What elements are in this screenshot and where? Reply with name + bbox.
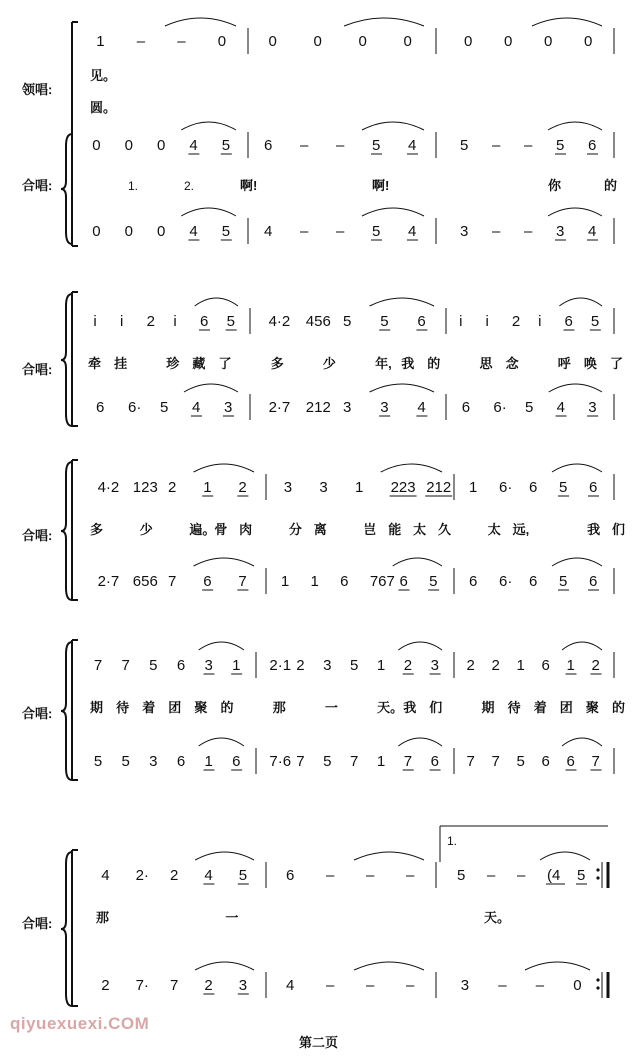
jianpu-note: 4 bbox=[204, 867, 213, 884]
jianpu-note: 4 bbox=[192, 399, 201, 416]
jianpu-note: 1 bbox=[376, 753, 386, 770]
jianpu-note: 3 bbox=[460, 223, 469, 240]
choir-brace bbox=[61, 642, 72, 780]
jianpu-note: – bbox=[136, 33, 146, 50]
jianpu-note: i bbox=[485, 313, 489, 330]
jianpu-note: 2·7 bbox=[268, 399, 291, 416]
jianpu-note: 5 bbox=[238, 867, 248, 884]
jianpu-note: 0 bbox=[217, 33, 227, 50]
lyric-char: 思 bbox=[479, 356, 493, 371]
jianpu-note: 6 bbox=[469, 573, 478, 590]
jianpu-note: 1 bbox=[203, 479, 212, 496]
lyric-char: 你 bbox=[548, 178, 562, 193]
jianpu-note: 5 bbox=[525, 399, 534, 416]
jianpu-note: 6 bbox=[588, 137, 597, 154]
jianpu-note: 7 bbox=[296, 753, 305, 770]
jianpu-note: 5 bbox=[556, 137, 565, 154]
jianpu-note: 5 bbox=[121, 753, 130, 770]
slur bbox=[549, 384, 602, 392]
lyric-char: 期 bbox=[481, 700, 495, 715]
lyric-char: 聚 bbox=[194, 700, 208, 715]
jianpu-note: 4 bbox=[189, 137, 198, 154]
lyric-char: 骨 bbox=[214, 522, 228, 537]
jianpu-note: 0 bbox=[92, 137, 101, 154]
lyric-char: 啊! bbox=[240, 178, 258, 193]
jianpu-note: 4·2 bbox=[97, 479, 120, 496]
slur bbox=[393, 558, 442, 566]
jianpu-note: 4 bbox=[556, 399, 565, 416]
jianpu-note: – bbox=[300, 137, 309, 154]
jianpu-note: 5 bbox=[460, 137, 469, 154]
jianpu-note: 0 bbox=[124, 137, 133, 154]
slur bbox=[199, 738, 244, 746]
jianpu-note: i bbox=[120, 313, 124, 330]
jianpu-note: 767 bbox=[369, 573, 395, 590]
slur bbox=[165, 18, 236, 26]
lyric-char: 久 bbox=[438, 522, 452, 537]
lyric-char: 团 bbox=[559, 700, 573, 715]
lyric-char: 我 bbox=[403, 700, 417, 715]
jianpu-note: 6· bbox=[493, 399, 507, 416]
jianpu-note: 5 bbox=[343, 313, 352, 330]
jianpu-note: 5 bbox=[323, 753, 332, 770]
lyric-char: 期 bbox=[90, 700, 104, 715]
jianpu-note: 1 bbox=[469, 479, 478, 496]
lyric-char: 的 bbox=[220, 700, 234, 715]
choir-brace bbox=[61, 462, 72, 600]
slur bbox=[344, 18, 424, 26]
slur bbox=[362, 208, 424, 216]
jianpu-note: 1 bbox=[280, 573, 290, 590]
choir-brace bbox=[61, 294, 72, 426]
lyric-char: 啊! bbox=[372, 178, 390, 193]
jianpu-note: 0 bbox=[544, 33, 553, 50]
jianpu-note: 5 bbox=[516, 753, 525, 770]
jianpu-note: 6 bbox=[286, 867, 295, 884]
lyric-layer bbox=[88, 68, 625, 925]
choir-brace bbox=[61, 852, 72, 1006]
slur bbox=[354, 962, 424, 970]
jianpu-note: 7 bbox=[121, 657, 130, 674]
jianpu-note: 6· bbox=[499, 479, 513, 496]
jianpu-note: 6 bbox=[232, 753, 241, 770]
slur bbox=[562, 642, 602, 650]
jianpu-note: 0 bbox=[157, 223, 166, 240]
jianpu-note: – bbox=[517, 867, 526, 884]
jianpu-note: 2 bbox=[491, 657, 500, 674]
jianpu-note: 1 bbox=[310, 573, 319, 590]
choir-brace bbox=[61, 134, 72, 244]
jianpu-note: – bbox=[487, 867, 496, 884]
jianpu-note: 5 bbox=[559, 479, 568, 496]
repeat-dot bbox=[596, 876, 599, 879]
jianpu-note: 1 bbox=[204, 753, 213, 770]
volta-number: 1. bbox=[447, 834, 458, 848]
jianpu-note: – bbox=[300, 223, 309, 240]
jianpu-note: 6· bbox=[499, 573, 513, 590]
part-label-layer bbox=[21, 82, 52, 931]
jianpu-note: 5 bbox=[160, 399, 169, 416]
jianpu-note: 0 bbox=[313, 33, 322, 50]
jianpu-note: i bbox=[93, 313, 97, 330]
jianpu-note: 2·1 bbox=[269, 657, 292, 674]
slur bbox=[194, 558, 254, 566]
jianpu-note: 2 bbox=[170, 867, 179, 884]
jianpu-note: 6 bbox=[417, 313, 426, 330]
jianpu-note: 2·7 bbox=[97, 573, 120, 590]
lyric-char: 一 bbox=[324, 700, 338, 715]
slur bbox=[562, 738, 602, 746]
jianpu-note: 7 bbox=[403, 753, 413, 770]
lyric-char: 着 bbox=[533, 700, 547, 715]
jianpu-note: 5 bbox=[380, 313, 389, 330]
jianpu-note: 4 bbox=[286, 977, 295, 994]
jianpu-note: 3 bbox=[556, 223, 565, 240]
lyric-char: 天。 bbox=[484, 910, 511, 925]
jianpu-note: 456 bbox=[305, 313, 331, 330]
jianpu-note: – bbox=[406, 977, 415, 994]
lyric-char: 牵 bbox=[88, 356, 102, 371]
jianpu-note: 4 bbox=[189, 223, 198, 240]
lyric-char: 珍 bbox=[166, 356, 180, 371]
jianpu-note: 7 bbox=[591, 753, 600, 770]
jianpu-note: – bbox=[406, 867, 415, 884]
jianpu-note: 0 bbox=[358, 33, 367, 50]
lyric-char: 分 bbox=[288, 522, 302, 537]
repeat-dot bbox=[596, 868, 599, 871]
jianpu-note: 6 bbox=[340, 573, 349, 590]
lyric-char: 团 bbox=[168, 700, 182, 715]
jianpu-note: 0 bbox=[573, 977, 582, 994]
lyric-char: 太 bbox=[413, 522, 427, 537]
lyric-char: 肉 bbox=[239, 522, 253, 537]
lyric-char: 的 bbox=[427, 356, 441, 371]
repeat-dot bbox=[596, 978, 599, 981]
lyric-char: 念 bbox=[505, 356, 519, 371]
jianpu-note: 3 bbox=[460, 977, 470, 994]
slur bbox=[559, 298, 602, 306]
jianpu-note: 4 bbox=[264, 223, 273, 240]
lyric-char: 了 bbox=[218, 356, 232, 371]
lyric-char: 离 bbox=[313, 522, 327, 537]
jianpu-note: 5 bbox=[577, 867, 586, 884]
slur bbox=[532, 18, 602, 26]
slur bbox=[194, 464, 254, 472]
lyric-char: 年, bbox=[375, 356, 392, 371]
jianpu-note: 4 bbox=[408, 223, 417, 240]
lyric-char: 少 bbox=[322, 356, 336, 371]
jianpu-note: 212 bbox=[305, 399, 331, 416]
slur bbox=[362, 122, 424, 130]
jianpu-note: 5 bbox=[226, 313, 236, 330]
jianpu-note: 0 bbox=[92, 223, 101, 240]
jianpu-note: 6 bbox=[96, 399, 105, 416]
lyric-char: 们 bbox=[429, 700, 443, 715]
staff-lines bbox=[61, 22, 614, 1006]
jianpu-note: 7·6 bbox=[269, 753, 292, 770]
jianpu-note: 6 bbox=[541, 657, 550, 674]
lyric-char: 挂 bbox=[114, 356, 128, 371]
jianpu-note: 1 bbox=[566, 657, 575, 674]
jianpu-note: – bbox=[498, 977, 507, 994]
jianpu-note: 5 bbox=[559, 573, 568, 590]
lyric-char: 少 bbox=[139, 522, 153, 537]
jianpu-note: 0 bbox=[268, 33, 277, 50]
lyric-char: 那 bbox=[96, 910, 110, 925]
repeat-dot bbox=[596, 986, 599, 989]
lyric-char: 们 bbox=[612, 522, 626, 537]
jianpu-note: – bbox=[326, 867, 335, 884]
jianpu-note: 3 bbox=[323, 657, 332, 674]
jianpu-note: 1 bbox=[355, 479, 364, 496]
lyric-char: 的 bbox=[604, 178, 618, 193]
jianpu-note: 7 bbox=[350, 753, 359, 770]
jianpu-note: 5 bbox=[429, 573, 438, 590]
page-number: 第二页 bbox=[298, 1035, 338, 1050]
lyric-char: 远, bbox=[512, 522, 530, 537]
jianpu-note: 3 bbox=[380, 399, 389, 416]
jianpu-note: 2 bbox=[403, 657, 413, 674]
jianpu-note: 6 bbox=[564, 313, 573, 330]
slur bbox=[398, 738, 442, 746]
lyric-char: 了 bbox=[610, 356, 624, 371]
lyric-char: 能 bbox=[388, 522, 402, 537]
slur bbox=[552, 464, 602, 472]
jianpu-note: 2 bbox=[146, 313, 156, 330]
jianpu-note: 6 bbox=[566, 753, 575, 770]
slur bbox=[398, 642, 442, 650]
jianpu-note: 5 bbox=[221, 223, 231, 240]
lyric-char: 见。 bbox=[90, 68, 117, 83]
jianpu-note: 5 bbox=[350, 657, 359, 674]
jianpu-note: – bbox=[366, 867, 375, 884]
lyric-char: 待 bbox=[507, 700, 521, 715]
jianpu-note: 2 bbox=[101, 977, 110, 994]
jianpu-note: 2 bbox=[204, 977, 213, 994]
jianpu-note: 5 bbox=[372, 137, 381, 154]
lyric-char: 藏 bbox=[192, 356, 206, 371]
jianpu-note: 6 bbox=[430, 753, 439, 770]
jianpu-note: 3 bbox=[588, 399, 597, 416]
jianpu-note: 3 bbox=[283, 479, 293, 496]
jianpu-note: 6 bbox=[200, 313, 209, 330]
jianpu-note: 212 bbox=[426, 479, 452, 496]
jianpu-note: 6 bbox=[264, 137, 273, 154]
jianpu-note: 6 bbox=[529, 573, 538, 590]
jianpu-note: 7 bbox=[93, 657, 103, 674]
jianpu-note: 3 bbox=[343, 399, 352, 416]
jianpu-note: 4 bbox=[417, 399, 426, 416]
jianpu-note: 3 bbox=[204, 657, 213, 674]
lyric-char: 我 bbox=[401, 356, 415, 371]
jianpu-note: 6 bbox=[176, 753, 186, 770]
jianpu-note: – bbox=[524, 223, 533, 240]
jianpu-note: 5 bbox=[372, 223, 381, 240]
jianpu-note: 7 bbox=[238, 573, 247, 590]
jianpu-note: 3 bbox=[149, 753, 158, 770]
jianpu-note: 3 bbox=[224, 399, 233, 416]
jianpu-note: 0 bbox=[403, 33, 412, 50]
jianpu-note: 6· bbox=[128, 399, 142, 416]
jianpu-note: 2 bbox=[238, 479, 247, 496]
jianpu-note: – bbox=[524, 137, 533, 154]
jianpu-note: 0 bbox=[504, 33, 513, 50]
jianpu-note: 3 bbox=[430, 657, 439, 674]
part-label: 合唱: bbox=[22, 528, 53, 543]
jianpu-note: – bbox=[492, 223, 501, 240]
slur bbox=[381, 464, 442, 472]
lyric-char: 一 bbox=[225, 910, 239, 925]
lyric-char: 呼 bbox=[557, 356, 571, 371]
jianpu-note: 4 bbox=[101, 867, 110, 884]
lyric-char: 的 bbox=[612, 700, 626, 715]
jianpu-note: 2 bbox=[296, 657, 305, 674]
jianpu-note: 0 bbox=[584, 33, 593, 50]
part-label: 合唱: bbox=[22, 178, 53, 193]
jianpu-note: 0 bbox=[464, 33, 473, 50]
lyric-char: 聚 bbox=[585, 700, 599, 715]
lyric-char: 着 bbox=[142, 700, 156, 715]
lyric-char: 多 bbox=[90, 522, 104, 537]
jianpu-note: i bbox=[173, 313, 177, 330]
jianpu-note: 7· bbox=[135, 977, 149, 994]
jianpu-note: 656 bbox=[132, 573, 158, 590]
jianpu-note: – bbox=[177, 33, 186, 50]
jianpu-note: 6 bbox=[541, 753, 550, 770]
jianpu-note: 5 bbox=[221, 137, 231, 154]
part-label: 合唱: bbox=[22, 916, 53, 931]
part-label: 领唱: bbox=[22, 82, 53, 97]
jianpu-note: 6 bbox=[176, 657, 186, 674]
slur bbox=[525, 962, 590, 970]
slur bbox=[181, 208, 236, 216]
slur bbox=[370, 298, 434, 306]
jianpu-note: – bbox=[336, 137, 345, 154]
jianpu-note: 7 bbox=[170, 977, 179, 994]
slur bbox=[195, 298, 238, 306]
lyric-char: 圆。 bbox=[90, 100, 117, 115]
jianpu-note: 123 bbox=[132, 479, 158, 496]
slur bbox=[184, 384, 238, 392]
lyric-char: 那 bbox=[272, 700, 286, 715]
slur bbox=[195, 852, 254, 860]
slur bbox=[354, 852, 424, 860]
jianpu-note: – bbox=[492, 137, 501, 154]
jianpu-note: 5 bbox=[457, 867, 466, 884]
jianpu-note: – bbox=[366, 977, 375, 994]
jianpu-note: 3 bbox=[238, 977, 248, 994]
jianpu-note: 1 bbox=[232, 657, 241, 674]
jianpu-note: 5 bbox=[149, 657, 158, 674]
jianpu-note: 2 bbox=[466, 657, 475, 674]
jianpu-note: 5 bbox=[93, 753, 103, 770]
jianpu-note: 0 bbox=[157, 137, 166, 154]
jianpu-note: 6 bbox=[399, 573, 408, 590]
slur bbox=[195, 962, 254, 970]
lyric-char: 2. bbox=[184, 179, 195, 193]
jianpu-note: – bbox=[336, 223, 345, 240]
part-label: 合唱: bbox=[22, 706, 53, 721]
jianpu-note: 2 bbox=[511, 313, 521, 330]
jianpu-note: – bbox=[535, 977, 545, 994]
jianpu-note: 4 bbox=[408, 137, 417, 154]
lyric-char: 遍。 bbox=[189, 522, 216, 537]
jianpu-note: 6 bbox=[589, 573, 598, 590]
slur bbox=[540, 852, 590, 860]
jianpu-note: 6 bbox=[589, 479, 598, 496]
slur bbox=[199, 642, 244, 650]
note-layer bbox=[92, 33, 600, 994]
jianpu-note: 6 bbox=[461, 399, 471, 416]
jianpu-note: – bbox=[326, 977, 335, 994]
lyric-char: 1. bbox=[128, 179, 139, 193]
site-watermark: qiyuexuexi.COM bbox=[10, 1014, 150, 1033]
jianpu-note: 7 bbox=[168, 573, 177, 590]
lyric-char: 天。 bbox=[377, 700, 404, 715]
lyric-char: 待 bbox=[116, 700, 130, 715]
lyric-char: 岂 bbox=[363, 522, 377, 537]
jianpu-note: i bbox=[459, 313, 463, 330]
lyric-char: 多 bbox=[270, 356, 284, 371]
jianpu-note: i bbox=[538, 313, 542, 330]
jianpu-note: 2 bbox=[168, 479, 177, 496]
jianpu-note: 2· bbox=[135, 867, 149, 884]
slur bbox=[552, 558, 602, 566]
jianpu-note: 223 bbox=[390, 479, 416, 496]
slur bbox=[181, 122, 236, 130]
lyric-char: 我 bbox=[587, 522, 601, 537]
slur bbox=[548, 208, 602, 216]
jianpu-note: 7 bbox=[466, 753, 475, 770]
jianpu-note: 6 bbox=[529, 479, 538, 496]
jianpu-note: (4 bbox=[547, 867, 561, 884]
jianpu-note: 5 bbox=[590, 313, 600, 330]
slur bbox=[370, 384, 434, 392]
jianpu-note: 4 bbox=[588, 223, 597, 240]
jianpu-note: 7 bbox=[491, 753, 500, 770]
jianpu-note: 1 bbox=[376, 657, 386, 674]
jianpu-note: 3 bbox=[319, 479, 328, 496]
jianpu-note: 1 bbox=[96, 33, 105, 50]
lyric-char: 唤 bbox=[583, 356, 597, 371]
jianpu-note: 4·2 bbox=[268, 313, 291, 330]
lyric-char: 太 bbox=[487, 522, 501, 537]
jianpu-note: 1 bbox=[516, 657, 525, 674]
slur bbox=[548, 122, 602, 130]
jianpu-note: 0 bbox=[124, 223, 133, 240]
part-label: 合唱: bbox=[22, 362, 53, 377]
jianpu-note: 6 bbox=[203, 573, 212, 590]
jianpu-note: 2 bbox=[591, 657, 600, 674]
